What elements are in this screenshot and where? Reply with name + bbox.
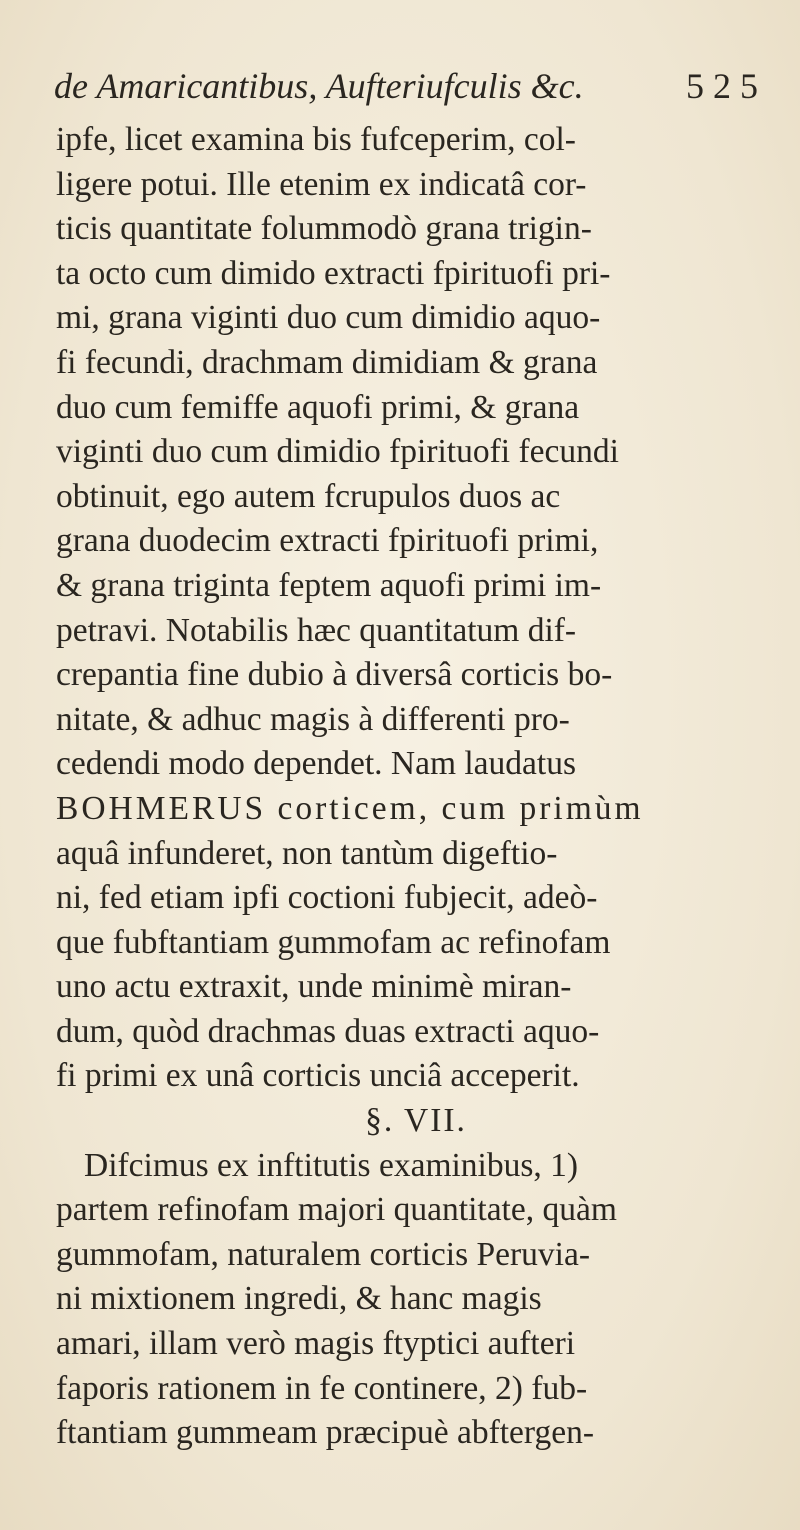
text-line: cedendi modo dependet. Nam laudatus xyxy=(56,745,577,783)
text-line: dum, quòd drachmas duas extracti aquo- xyxy=(56,1012,600,1050)
text-line: ligere potui. Ille etenim ex indicatâ cor- xyxy=(56,165,587,203)
text-line: petravi. Notabilis hæc quantitatum dif- xyxy=(56,611,577,649)
text-line: duo cum femiffe aquofi primi, & grana xyxy=(56,388,580,426)
text-line: ni, fed etiam ipfi coctioni fubjecit, adeò- xyxy=(56,879,598,917)
text-line: obtinuit, ego autem fcrupulos duos ac xyxy=(56,477,561,515)
text-line: Difcimus ex inftitutis examinibus, 1) xyxy=(84,1146,579,1184)
text-line: & grana triginta feptem aquofi primi im- xyxy=(56,566,602,604)
text-line: nitate, & adhuc magis à differenti pro- xyxy=(56,700,570,738)
text-line: gummofam, naturalem corticis Peruvia- xyxy=(56,1235,590,1273)
text-line: ftantiam gummeam præcipuè abftergen- xyxy=(56,1414,594,1452)
text-line: fi fecundi, drachmam dimidiam & grana xyxy=(56,343,598,381)
text-line: aquâ infunderet, non tantùm digeftio- xyxy=(56,834,558,872)
text-line: ipfe, licet examina bis fufceperim, col- xyxy=(56,121,576,158)
text-line: ta octo cum dimido extracti fpirituofi pri- xyxy=(56,254,611,292)
text-line: partem refinofam majori quantitate, quàm xyxy=(56,1191,617,1229)
text-line: ni mixtionem ingredi, & hanc magis xyxy=(56,1280,542,1318)
text-line: viginti duo cum dimidio fpirituofi fecundi xyxy=(56,433,619,471)
text-line: grana duodecim extracti fpirituofi primi, xyxy=(56,522,599,560)
text-line: que fubftantiam gummofam ac refinofam xyxy=(56,923,611,961)
text-line: crepantia fine dubio à diversâ corticis bo- xyxy=(56,656,613,694)
text-line: fi primi ex unâ corticis unciâ acceperit. xyxy=(56,1057,580,1095)
text-line: amari, illam verò magis ftyptici aufteri xyxy=(56,1325,576,1363)
section-heading: §. VII. xyxy=(365,1102,467,1140)
text-line: ticis quantitate folummodò grana trigin- xyxy=(56,210,592,248)
body-text xyxy=(56,118,746,1456)
text-line: BOHMERUS corticem, cum primùm xyxy=(56,789,644,827)
page-number: 5 2 5 xyxy=(686,66,758,106)
text-line: mi, grana viginti duo cum dimidio aquo- xyxy=(56,299,601,337)
text-line: faporis rationem in fe continere, 2) fub- xyxy=(56,1369,588,1407)
running-title: de Amaricantibus, Aufteriufculis &c. xyxy=(54,66,584,106)
text-line: uno actu extraxit, unde minimè miran- xyxy=(56,968,572,1006)
running-header xyxy=(54,62,758,110)
